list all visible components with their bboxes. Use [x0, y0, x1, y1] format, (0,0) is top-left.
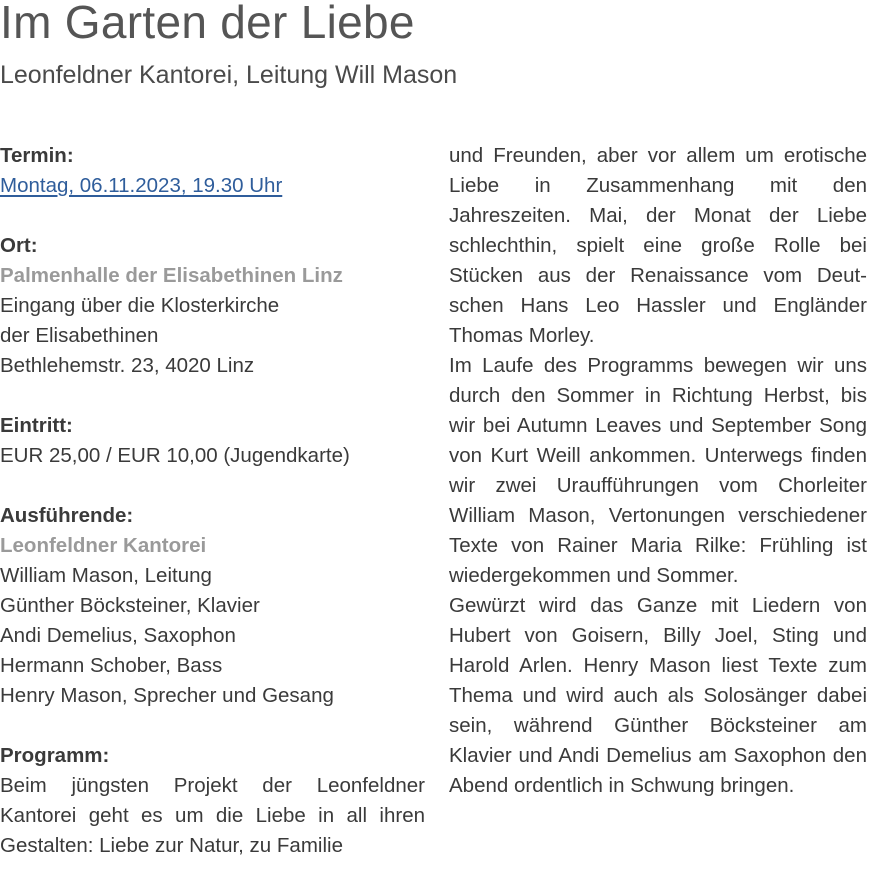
- event-details-column: [0, 141, 425, 891]
- address-line: Eingang über die Klosterkirche: [0, 294, 280, 317]
- address-line: Bethlehemstr. 23, 4020 Linz: [0, 354, 255, 377]
- programm-intro-text: Beim jüngsten Projekt der Leonfeldner Kantorei geht es um die Liebe in all ihren Gestalten: Liebe zur Natur, zu Familie: [0, 774, 425, 857]
- ensemble-name: Leonfeldner Kantorei: [0, 534, 207, 557]
- programm-paragraph: und Freunden, aber vor allem um erotische Liebe in Zusammenhang mit den Jahreszeiten. Mai, der Monat der Liebe schlechthin, spielt eine große Rolle bei Stücken aus der Renaissance vom Deutschen Hans Leo Hassler und Engländer Thomas Morley.: [449, 144, 867, 347]
- ausfuehrende-section: [0, 501, 425, 711]
- performer-item: William Mason, Leitung: [0, 564, 212, 587]
- eintritt-label: Eintritt:: [0, 414, 73, 437]
- ort-label: Ort:: [0, 234, 38, 257]
- event-date-link[interactable]: Montag, 06.11.2023, 19.30 Uhr: [0, 174, 283, 197]
- programm-label: Programm:: [0, 744, 110, 767]
- termin-label: Termin:: [0, 144, 74, 167]
- programm-paragraph: Gewürzt wird das Ganze mit Liedern von Hubert von Goisern, Billy Joel, Sting und Harold Arlen. Henry Mason liest Texte zum Thema und wird auch als Solosänger dabei sein, während Günther Böcksteiner am Klavier und Andi Demelius am Saxophon den Abend ordentlich in Schwung bringen.: [449, 594, 867, 797]
- page-subtitle: Leonfeldner Kantorei, Leitung Will Mason: [0, 61, 458, 89]
- address-line: der Elisabethinen: [0, 324, 159, 347]
- ausfuehrende-label: Ausführende:: [0, 504, 134, 527]
- page-title: Im Garten der Liebe: [0, 0, 415, 48]
- performer-item: Andi Demelius, Saxophon: [0, 624, 236, 647]
- termin-section: [0, 141, 425, 201]
- eintritt-section: [0, 411, 425, 471]
- performer-item: Henry Mason, Sprecher und Gesang: [0, 684, 334, 707]
- programm-paragraph: Im Laufe des Programms bewegen wir uns durch den Sommer in Richtung Herbst, bis wir bei Autumn Leaves und September Song von Kurt Weill ankommen. Unterwegs finden wir zwei Uraufführungen vom Chorleiter William Mason, Vertonungen verschiedener Texte von Rainer Maria Rilke: Frühling ist wiedergekommen und Sommer.: [449, 354, 867, 587]
- performer-item: Hermann Schober, Bass: [0, 654, 223, 677]
- programm-description-column: [449, 141, 867, 801]
- ort-section: [0, 231, 425, 381]
- programm-section: [0, 741, 425, 861]
- venue-name: Palmenhalle der Elisabethinen Linz: [0, 264, 343, 287]
- performer-item: Günther Böcksteiner, Klavier: [0, 594, 260, 617]
- ticket-price: EUR 25,00 / EUR 10,00 (Jugendkarte): [0, 444, 350, 467]
